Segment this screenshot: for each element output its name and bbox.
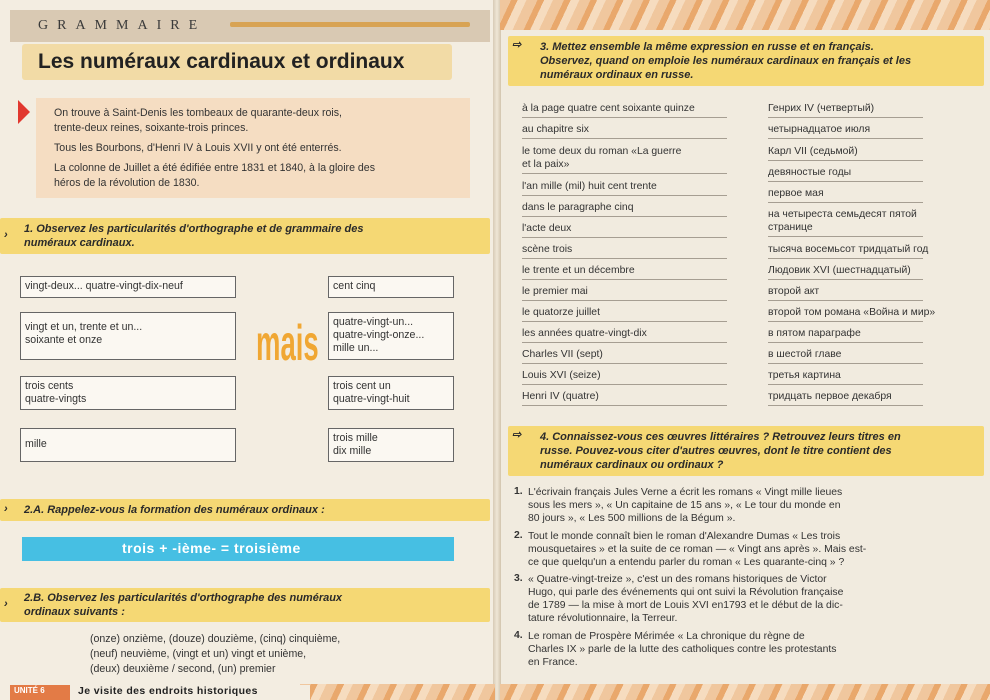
red-arrow-icon: [18, 100, 30, 124]
exercise-2b-banner: [0, 588, 490, 622]
exercise-4-line: russe. Pouvez-vous citer d'autres œuvres, dont le titre contient des: [540, 445, 892, 457]
french-expression: le tome deux du roman «La guerre: [522, 146, 682, 157]
work-text-line: mousquetaires » et la suite de ce roman — « Vingt ans après ». Mais est-: [528, 544, 867, 555]
cardinal-box: trois cent un quatre-vingt-huit: [328, 376, 454, 410]
book-spine: [493, 0, 501, 700]
exercise-3-banner: [508, 36, 984, 86]
russian-expression: странице: [768, 222, 813, 233]
row-divider: [768, 117, 923, 118]
exercise-4-line: 4. Connaissez-vous ces œuvres littéraires ? Retrouvez leurs titres en: [540, 431, 901, 443]
row-divider: [522, 279, 727, 280]
row-divider: [768, 181, 923, 182]
row-divider: [768, 384, 923, 385]
row-divider: [522, 117, 727, 118]
russian-expression: Людовик XVI (шестнадцатый): [768, 265, 911, 276]
work-text-line: de 1789 — la mise à mort de Louis XVI en1793 et le début de la dic-: [528, 600, 843, 611]
arrow-icon: ›: [4, 598, 8, 610]
french-expression: scène trois: [522, 244, 573, 255]
russian-expression: в пятом параграфе: [768, 328, 861, 339]
formula-bar: [22, 537, 454, 561]
row-divider: [768, 160, 923, 161]
row-divider: [768, 342, 923, 343]
french-expression: Henri IV (quatre): [522, 391, 599, 402]
russian-expression: Генрих IV (четвертый): [768, 103, 875, 114]
french-expression: le trente et un décembre: [522, 265, 635, 276]
french-expression: au chapitre six: [522, 124, 589, 135]
intro-box: [36, 98, 470, 198]
work-text-line: Tout le monde connaît bien le roman d'Alexandre Dumas « Les trois: [528, 531, 841, 542]
footer-title: Je visite des endroits historiques: [78, 685, 258, 697]
exercise-4-line: numéraux cardinaux ou ordinaux ?: [540, 459, 724, 471]
french-expression: le quatorze juillet: [522, 307, 600, 318]
arrow-icon: ›: [4, 503, 8, 515]
exercise-3-line: numéraux ordinaux en russe.: [540, 69, 694, 81]
arrow-icon: ⇨: [512, 39, 522, 51]
russian-expression: тысяча восемьсот тридцатый год: [768, 244, 929, 255]
russian-expression: первое мая: [768, 188, 824, 199]
exercise-4-banner: [508, 426, 984, 476]
row-divider: [522, 216, 727, 217]
unit-label: UNITÉ 6: [14, 686, 45, 695]
footer-decoration: [500, 684, 990, 700]
russian-expression: четырнадцатое июля: [768, 124, 871, 135]
intro-line: La colonne de Juillet a été édifiée entre 1831 et 1840, à la gloire des: [54, 162, 375, 174]
footer-decoration: [300, 684, 495, 700]
row-divider: [522, 195, 727, 196]
pencil-decoration: [230, 22, 470, 27]
row-divider: [768, 202, 923, 203]
russian-expression: в шестой главе: [768, 349, 842, 360]
row-divider: [522, 173, 727, 174]
row-divider: [522, 384, 727, 385]
exercise-3-line: Observez, quand on emploie les numéraux cardinaux en français et les: [540, 55, 912, 67]
intro-line: On trouve à Saint-Denis les tombeaux de quarante-deux rois,: [54, 107, 342, 119]
intro-line: trente-deux reines, soixante-trois princes.: [54, 122, 249, 134]
row-divider: [522, 258, 727, 259]
russian-expression: второй акт: [768, 286, 820, 297]
formula-text: trois + -ième- = troisième: [122, 540, 301, 556]
russian-expression: Карл VII (седьмой): [768, 146, 858, 157]
cardinal-box: trois cents quatre-vingts: [20, 376, 236, 410]
work-text-line: Le roman de Prospère Mérimée « La chronique du règne de: [528, 631, 805, 642]
work-text-line: 80 jours », « Les 500 millions de la Bégum ».: [528, 513, 736, 524]
french-expression: l'an mille (mil) huit cent trente: [522, 181, 657, 192]
arrow-icon: ›: [4, 229, 8, 241]
work-text-line: en France.: [528, 657, 578, 668]
exercise-1-line: numéraux cardinaux.: [24, 237, 135, 249]
french-expression: à la page quatre cent soixante quinze: [522, 103, 695, 114]
row-divider: [768, 236, 923, 237]
row-divider: [768, 138, 923, 139]
french-expression: les années quatre-vingt-dix: [522, 328, 647, 339]
french-expression: Louis XVI (seize): [522, 370, 601, 381]
french-expression: le premier mai: [522, 286, 588, 297]
cardinal-box: trois mille dix mille: [328, 428, 454, 462]
row-divider: [768, 258, 923, 259]
work-text-line: L'écrivain français Jules Verne a écrit les romans « Vingt mille lieues: [528, 487, 843, 498]
work-number: 1.: [514, 486, 523, 497]
arrow-icon: ⇨: [512, 429, 522, 441]
row-divider: [522, 321, 727, 322]
row-divider: [768, 405, 923, 406]
cardinal-box: vingt-deux... quatre-vingt-dix-neuf: [20, 276, 236, 298]
exercise-2b-line: 2.B. Observez les particularités d'orthographe des numéraux: [24, 592, 343, 604]
ordinal-line: (deux) deuxième / second, (un) premier: [90, 663, 276, 675]
row-divider: [522, 300, 727, 301]
french-expression: l'acte deux: [522, 223, 572, 234]
page-title-box: [22, 44, 452, 80]
row-divider: [522, 405, 727, 406]
header-decoration: [500, 0, 990, 30]
exercise-3-line: 3. Mettez ensemble la même expression en russe et en français.: [540, 41, 874, 53]
row-divider: [768, 279, 923, 280]
footer-title-box: [70, 685, 310, 700]
intro-line: Tous les Bourbons, d'Henri IV à Louis XVII y ont été enterrés.: [54, 142, 342, 154]
section-label: GRAMMAIRE: [38, 18, 207, 33]
row-divider: [768, 321, 923, 322]
work-text-line: sous les mers », « Un capitaine de 15 ans », « Le tour du monde en: [528, 500, 841, 511]
row-divider: [522, 237, 727, 238]
russian-expression: на четыреста семьдесят пятой: [768, 209, 917, 220]
french-expression: dans le paragraphe cinq: [522, 202, 634, 213]
exercise-2a-banner: [0, 499, 490, 521]
ordinal-line: (onze) onzième, (douze) douzième, (cinq) cinquième,: [90, 633, 341, 645]
cardinal-box: vingt et un, trente et un... soixante et onze: [20, 312, 236, 360]
row-divider: [768, 363, 923, 364]
ordinal-line: (neuf) neuvième, (vingt et un) vingt et unième,: [90, 648, 307, 660]
russian-expression: второй том романа «Война и мир»: [768, 307, 936, 318]
row-divider: [522, 138, 727, 139]
intro-line: héros de la révolution de 1830.: [54, 177, 200, 189]
row-divider: [768, 300, 923, 301]
work-text-line: ce que quelqu'un a entendu parler du roman « Les quarante-cinq » ?: [528, 557, 845, 568]
page-title: Les numéraux cardinaux et ordinaux: [38, 50, 405, 73]
exercise-1-banner: [0, 218, 490, 254]
work-text-line: « Quatre-vingt-treize », c'est un des romans historiques de Victor: [528, 574, 827, 585]
french-expression: et la paix»: [522, 159, 570, 170]
work-number: 4.: [514, 630, 523, 641]
work-text-line: tature révolutionnaire, la Terreur.: [528, 613, 678, 624]
french-expression: Charles VII (sept): [522, 349, 603, 360]
russian-expression: третья картина: [768, 370, 841, 381]
row-divider: [522, 342, 727, 343]
russian-expression: девяностые годы: [768, 167, 852, 178]
unit-badge: [10, 685, 70, 700]
russian-expression: тридцать первое декабря: [768, 391, 892, 402]
exercise-1-line: 1. Observez les particularités d'orthographe et de grammaire des: [24, 223, 364, 235]
mais-word: mais: [256, 315, 319, 371]
work-text-line: Charles IX » parle de la lutte des catholiques contre les protestants: [528, 644, 837, 655]
work-number: 2.: [514, 530, 523, 541]
cardinal-box: mille: [20, 428, 236, 462]
exercise-2b-line: ordinaux suivants :: [24, 606, 125, 618]
cardinal-box: cent cinq: [328, 276, 454, 298]
exercise-2a-text: 2.A. Rappelez-vous la formation des numéraux ordinaux :: [24, 504, 325, 516]
row-divider: [522, 363, 727, 364]
cardinal-box: quatre-vingt-un... quatre-vingt-onze... mille un...: [328, 312, 454, 360]
work-number: 3.: [514, 573, 523, 584]
work-text-line: Hugo, qui parle des événements qui ont suivi la Révolution française: [528, 587, 844, 598]
